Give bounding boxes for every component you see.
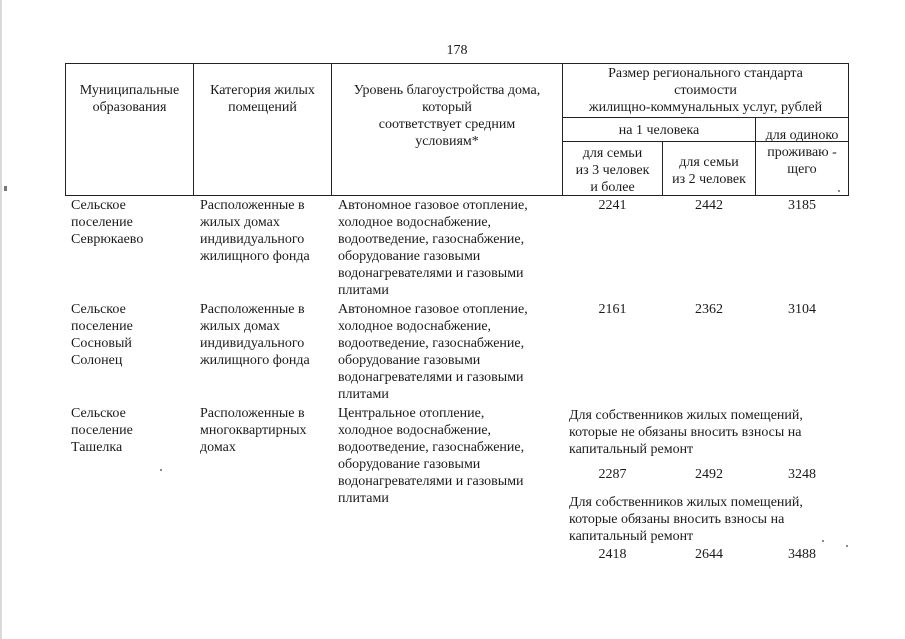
scan-speck <box>822 540 824 542</box>
header-per-person: на 1 человека <box>618 123 700 138</box>
row-2-amenities: Автономное газовое отопление, холодное водоснабжение, водоотведение, газоснабжение, оборудование газовыми водонагревателями и газовыми плитами <box>338 302 528 402</box>
row-3-note-obliged: Для собственников жилых помещений, которые обязаны вносить взносы на капитальный ремонт <box>569 495 803 544</box>
header-top-border <box>65 63 849 64</box>
header-standard: Размер регионального стандарта стоимости жилищно-коммунальных услуг, рублей <box>588 66 823 115</box>
row-2-category: Расположенные в жилых домах индивидуального жилищного фонда <box>200 302 310 368</box>
row-1-category: Расположенные в жилых домах индивидуального жилищного фонда <box>200 198 310 264</box>
header-bottom-border <box>65 195 849 196</box>
row-1-amenities: Автономное газовое отопление, холодное водоснабжение, водоотведение, газоснабжение, оборудование газовыми водонагревателями и газовыми плитами <box>338 198 528 298</box>
row-3-note-not-obliged: Для собственников жилых помещений, которые не обязаны вносить взносы на капитальный ремонт <box>569 408 803 457</box>
header-amenities: Уровень благоустройства дома, который соответствует средним условиям* <box>353 83 541 149</box>
row-1-value-family-3: 2241 <box>598 198 627 213</box>
row-3-municipality: Сельское поселение Ташелка <box>71 406 133 455</box>
row-3-b-value-family-2: 2644 <box>695 547 723 562</box>
row-2-value-family-2: 2362 <box>695 302 723 317</box>
header-family-2: для семьи из 2 человек <box>672 155 746 187</box>
row-3-amenities: Центральное отопление, холодное водоснабжение, водоотведение, газоснабжение, оборудование газовыми водонагревателями и газовыми плитами <box>338 406 525 506</box>
row-3-a-value-single: 3248 <box>788 467 816 482</box>
scan-speck <box>838 190 840 192</box>
row-1-value-family-2: 2442 <box>695 198 723 213</box>
scan-speck <box>160 469 162 471</box>
header-divider-standard <box>562 117 849 118</box>
row-1-municipality: Сельское поселение Севрюкаево <box>71 198 144 247</box>
row-1-value-single: 3185 <box>788 198 816 213</box>
page-number: 178 <box>446 43 468 58</box>
scan-artifact <box>4 186 7 191</box>
header-col-border <box>848 63 849 196</box>
header-family-3: для семьи из 3 человек и более <box>575 146 650 195</box>
row-3-b-value-family-3: 2418 <box>598 547 627 562</box>
row-3-a-value-family-2: 2492 <box>695 467 723 482</box>
row-2-municipality: Сельское поселение Сосновый Солонец <box>71 302 133 368</box>
row-2-value-single: 3104 <box>788 302 816 317</box>
row-3-category: Расположенные в многоквартирных домах <box>200 406 307 455</box>
scan-edge <box>0 0 2 639</box>
header-single: для одиноко проживаю - щего <box>765 128 839 177</box>
row-3-a-value-family-3: 2287 <box>598 467 627 482</box>
row-3-b-value-single: 3488 <box>788 547 816 562</box>
header-municipality: Муниципальные образования <box>79 83 180 115</box>
header-category: Категория жилых помещений <box>210 83 315 115</box>
row-2-value-family-3: 2161 <box>598 302 627 317</box>
